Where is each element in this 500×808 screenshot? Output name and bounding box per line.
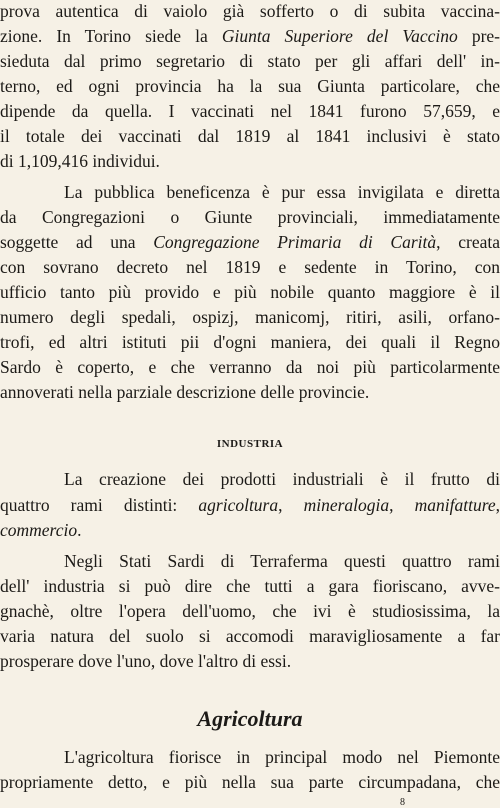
text-line: di 1,109,416 individui. (0, 151, 160, 171)
emphasis: manifatture (414, 495, 496, 515)
text-line: terno, ed ogni provincia ha la sua Giunta particolare, che (0, 76, 500, 96)
emphasis: commercio (0, 520, 78, 540)
text-line: L'agricoltura fiorisce in principal modo nel Piemonte (64, 747, 500, 767)
text-line: da Congregazioni o Giunte provinciali, immediatamente (0, 207, 500, 227)
emphasis: mineralogia (303, 495, 390, 515)
text-line: La creazione dei prodotti industriali è il frutto di (64, 469, 500, 489)
text-line: propriamente detto, e più nella sua parte circumpadana, che (0, 772, 500, 792)
text-line: il totale dei vaccinati dal 1819 al 1841 inclusivi è stato (0, 126, 500, 146)
emphasis: agricoltura (198, 495, 279, 515)
signature-mark: 8 (400, 797, 405, 808)
emphasis: Giunta Superiore del Vaccino (221, 26, 458, 46)
text-line: gnachè, oltre l'opera dell'uomo, che ivi è studiosissima, la (0, 601, 500, 621)
text-line: con sovrano decreto nel 1819 e sedente in Torino, con (0, 257, 500, 277)
text-line: trofi, ed altri istituti pii d'ogni maniera, dei quali il Regno (0, 332, 500, 352)
text-line: prosperare dove l'uno, dove l'altro di essi. (0, 651, 292, 671)
text-line: soggette ad una Congregazione Primaria di Carità, creata (0, 232, 500, 252)
text-line: quattro rami distinti: agricoltura, mineralogia, manifatture, (0, 495, 500, 515)
section-heading: INDUSTRIA (216, 438, 284, 450)
text-line: numero degli spedali, ospizj, manicomj, ritiri, asili, orfano- (0, 307, 500, 327)
text-line: dell' industria si può dire che tutti a gara fioriscano, avve- (0, 576, 500, 596)
emphasis: Congregazione Primaria di Carità (153, 232, 437, 252)
text-line: sieduta dal primo segretario di stato per gli affari dell' in- (0, 51, 500, 71)
section-title: Agricoltura (197, 706, 303, 731)
text-line: ufficio tanto più provido e più nobile quanto maggiore è il (0, 282, 500, 302)
text-line: commercio. (0, 520, 82, 540)
text-line: varia natura del suolo si accomodi maravigliosamente a far (0, 626, 500, 646)
text-line: Negli Stati Sardi di Terraferma questi quattro rami (64, 551, 500, 571)
text-line: zione. In Torino siede la Giunta Superiore del Vaccino pre- (0, 26, 500, 46)
text-line: annoverati nella parziale descrizione delle provincie. (0, 382, 370, 402)
text-line: Sardo è coperto, e che verranno da noi più particolarmente (0, 357, 500, 377)
text-line: La pubblica beneficenza è pur essa invigilata e diretta (64, 182, 500, 202)
text-line: prova autentica di vaiolo già sofferto o di subita vaccina- (0, 1, 500, 21)
text-line: dipende da quella. I vaccinati nel 1841 furono 57,659, e (0, 101, 500, 121)
